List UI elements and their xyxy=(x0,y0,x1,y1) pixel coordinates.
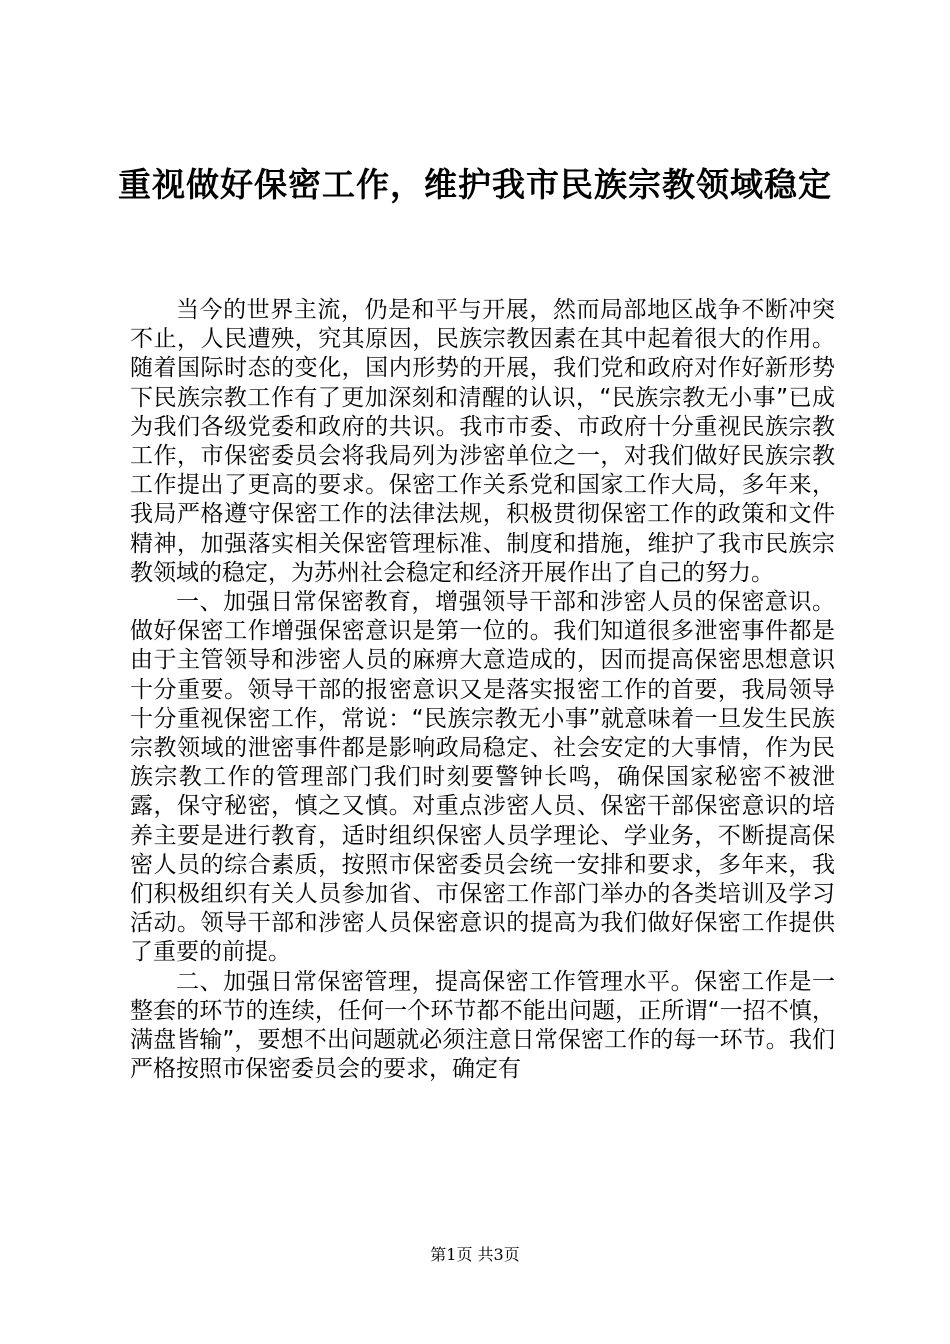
paragraph-intro: 当今的世界主流，仍是和平与开展，然而局部地区战争不断冲突不止，人民遭殃，究其原因，民族宗教因素在其中起着很大的作用。随着国际时态的变化，国内形势的开展，我们党和政府对作好新形势下民族宗教工作有了更加深刻和清醒的认识，“民族宗教无小事”已成为我们各级党委和政府的共识。我市市委、市政府十分重视民族宗教工作，市保密委员会将我局列为涉密单位之一，对我们做好民族宗教工作提出了更高的要求。保密工作关系党和国家工作大局，多年来，我局严格遵守保密工作的法律法规，积极贯彻保密工作的政策和文件精神，加强落实相关保密管理标准、制度和措施，维护了我市民族宗教领域的稳定，为苏州社会稳定和经济开展作出了自己的努力。 xyxy=(130,297,835,586)
document-title: 重视做好保密工作，维护我市民族宗教领域稳定 xyxy=(118,165,832,204)
document-body xyxy=(130,296,835,1084)
paragraph-section-one: 一、加强日常保密教育，增强领导干部和涉密人员的保密意识。做好保密工作增强保密意识是第一位的。我们知道很多泄密事件都是由于主管领导和涉密人员的麻痹大意造成的，因而提高保密思想意识十分重要。领导干部的报密意识又是落实报密工作的首要，我局领导十分重视保密工作，常说：“民族宗教无小事”就意味着一旦发生民族宗教领域的泄密事件都是影响政局稳定、社会安定的大事情，作为民族宗教工作的管理部门我们时刻要警钟长鸣，确保国家秘密不被泄露，保守秘密，慎之又慎。对重点涉密人员、保密干部保密意识的培养主要是进行教育，适时组织保密人员学理论、学业务，不断提高保密人员的综合素质，按照市保密委员会统一安排和要求，多年来，我们积极组织有关人员参加省、市保密工作部门举办的各类培训及学习活动。领导干部和涉密人员保密意识的提高为我们做好保密工作提供了重要的前提。 xyxy=(130,589,835,966)
paragraph-section-two: 二、加强日常保密管理，提高保密工作管理水平。保密工作是一整套的环节的连续，任何一个环节都不能出问题，正所谓“一招不慎，满盘皆输”，要想不出问题就必须注意日常保密工作的每一环节。我们严格按照市保密委员会的要求，确定有 xyxy=(130,968,835,1083)
page-footer: 第1页 共3页 xyxy=(430,1245,520,1264)
